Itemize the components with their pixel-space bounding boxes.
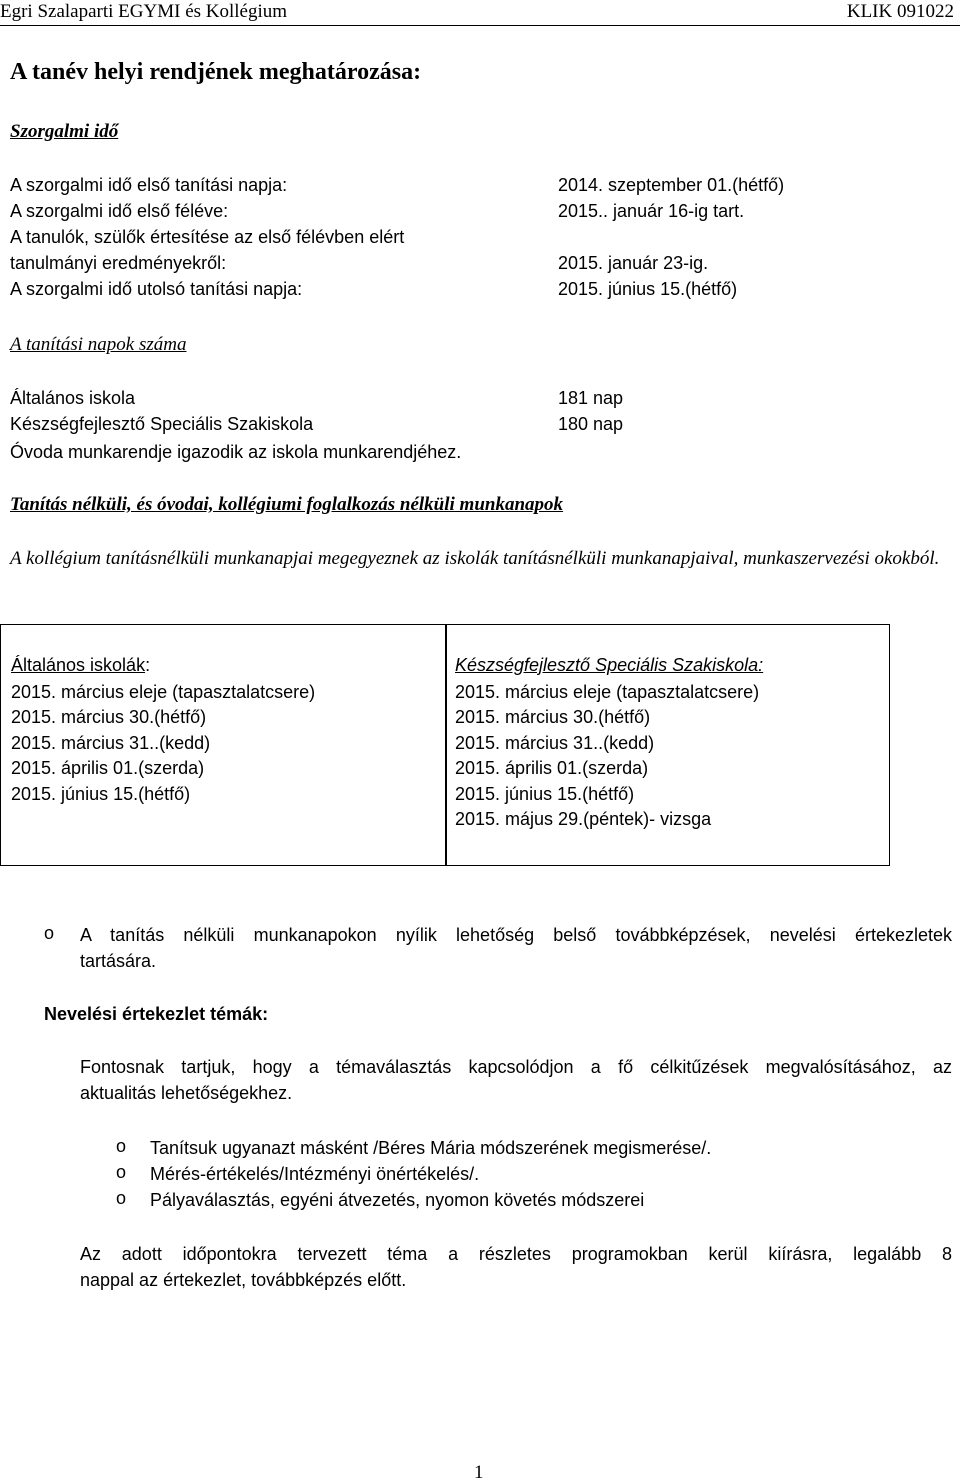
tanitasnelkuli-paragraph: A kollégium tanításnélküli munkanapjai megegyeznek az iskolák tanításnélküli munkanapjaival, munkaszervezési okokból. [10, 548, 940, 569]
table-item: 2015. április 01.(szerda) [11, 758, 205, 778]
szorgalmi-value-5: 2015. június 15.(hétfő) [558, 279, 738, 299]
header-code: KLIK 091022 [846, 1, 954, 22]
nevelesi-intro-line-2: aktualitás lehetőségekhez. [80, 1083, 293, 1103]
note-line-2: tartására. [80, 951, 157, 971]
table-item: 2015. június 15.(hétfő) [455, 783, 635, 804]
note-bullet-icon: o [44, 923, 55, 943]
szorgalmi-label-5: A szorgalmi idő utolsó tanítási napja: [10, 279, 303, 299]
table-item: 2015. március 31..(kedd) [11, 732, 211, 753]
page-header [0, 0, 960, 26]
list-bullet-icon: o [116, 1162, 127, 1182]
section-heading-szorgalmi: Szorgalmi idő [10, 121, 119, 142]
table-item: 2015. március 30.(hétfő) [455, 707, 651, 727]
szorgalmi-label-4: tanulmányi eredményekről: [10, 253, 227, 273]
szorgalmi-value-4: 2015. január 23-ig. [558, 253, 709, 273]
section-heading-nevelesi: Nevelési értekezlet témák: [44, 1004, 269, 1024]
szorgalmi-label-2: A szorgalmi idő első féléve: [10, 201, 229, 221]
nevelesi-intro-line-1: Fontosnak tartjuk, hogy a témaválasztás kapcsolódjon a fő célkitűzések megvalósításához, az [80, 1057, 952, 1077]
szorgalmi-label-3: A tanulók, szülők értesítése az első félévben elért [10, 227, 405, 247]
page-title: A tanév helyi rendjének meghatározása: [10, 59, 422, 85]
workday-table [0, 624, 890, 866]
table-item: 2015. május 29.(péntek)- vizsga [455, 809, 712, 829]
note-line-1: A tanítás nélküli munkanapokon nyílik lehetőség belső továbbképzések, nevelési értekezletek [80, 925, 952, 945]
nevelesi-closing-line-1: Az adott időpontokra tervezett téma a részletes programokban kerül kiírásra, legalább 8 [80, 1244, 952, 1264]
list-item: Pályaválasztás, egyéni átvezetés, nyomon követés módszerei [150, 1190, 645, 1210]
table-divider [445, 625, 447, 865]
szorgalmi-value-2: 2015.. január 16-ig tart. [558, 201, 745, 221]
napok-value-2: 180 nap [558, 414, 624, 434]
table-col-szakiskola [455, 653, 763, 833]
section-heading-napok: A tanítási napok száma [10, 334, 187, 355]
table-item: 2015. június 15.(hétfő) [11, 783, 191, 804]
list-item: Tanítsuk ugyanazt másként /Béres Mária módszerének megismerése/. [150, 1138, 712, 1158]
table-item: 2015. március eleje (tapasztalatcsere) [11, 681, 316, 702]
table-item: 2015. március 31..(kedd) [455, 732, 655, 753]
napok-value-1: 181 nap [558, 388, 624, 408]
szorgalmi-label-1: A szorgalmi idő első tanítási napja: [10, 175, 288, 195]
napok-label-2: Készségfejlesztő Speciális Szakiskola [10, 414, 314, 434]
list-item: Mérés-értékelés/Intézményi önértékelés/. [150, 1164, 480, 1184]
napok-label-3: Óvoda munkarendje igazodik az iskola munkarendjéhez. [10, 442, 462, 462]
list-bullet-icon: o [116, 1188, 127, 1208]
szorgalmi-value-1: 2014. szeptember 01.(hétfő) [558, 175, 785, 195]
napok-label-1: Általános iskola [10, 388, 136, 408]
table-heading-szakiskola: Készségfejlesztő Speciális Szakiskola: [455, 655, 764, 675]
list-bullet-icon: o [116, 1136, 127, 1156]
table-item: 2015. április 01.(szerda) [455, 758, 649, 778]
table-heading-altalanos: Általános iskolák: [11, 655, 151, 675]
table-col-altalanos [11, 653, 315, 807]
page-number: 1 [474, 1462, 484, 1483]
table-item: 2015. március 30.(hétfő) [11, 707, 207, 727]
section-heading-tanitasnelkuli: Tanítás nélküli, és óvodai, kollégiumi foglalkozás nélküli munkanapok [10, 494, 564, 515]
table-item: 2015. március eleje (tapasztalatcsere) [455, 681, 760, 702]
nevelesi-closing-line-2: nappal az értekezlet, továbbképzés előtt. [80, 1270, 407, 1290]
header-institution: Egri Szalaparti EGYMI és Kollégium [0, 1, 288, 22]
